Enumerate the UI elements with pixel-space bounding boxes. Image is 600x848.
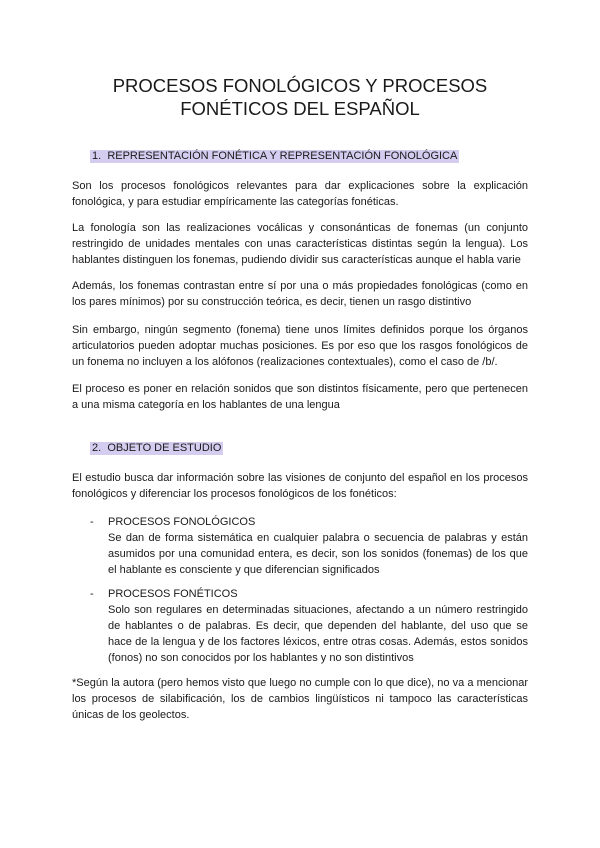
paragraph: Sin embargo, ningún segmento (fonema) tiene unos límites definidos porque los órganos articulatorios pueden adoptar muchas posiciones. Es por eso que los rasgos fonológicos de un fonema no incluyen a los alófonos (realizaciones contextuales), como el caso de /b/.: [72, 324, 528, 368]
section-2-intro: El estudio busca dar información sobre las visiones de conjunto del español en los procesos fonológicos y diferenciar los procesos fonológicos de los fonéticos:: [72, 472, 528, 500]
section-2-title: OBJETO DE ESTUDIO: [107, 442, 222, 454]
bullet-title: PROCESOS FONÉTICOS: [108, 588, 238, 600]
bullet-text: Solo son regulares en determinadas situaciones, afectando a un número restringido de hablantes o de palabras. Es decir, que dependen del hablante, del uso que se hace de la lengua y de los factores léxicos, entre otras cosas. Además, estos sonidos (fonos) no son conocidos por los hablantes y no son distintivos: [108, 604, 528, 664]
title-line-1: PROCESOS FONOLÓGICOS Y PROCESOS: [112, 75, 488, 96]
section-1-number: 1.: [92, 150, 102, 162]
paragraph: Son los procesos fonológicos relevantes para dar explicaciones sobre la explicación fonológica, y para estudiar empíricamente las categorías fonéticas.: [72, 180, 528, 208]
bullet-title: PROCESOS FONOLÓGICOS: [108, 516, 256, 528]
section-1-title: REPRESENTACIÓN FONÉTICA Y REPRESENTACIÓN FONOLÓGICA: [107, 150, 458, 162]
section-2-number: 2.: [92, 442, 102, 454]
bullet-dash: -: [90, 516, 94, 528]
bullet-dash: -: [90, 588, 94, 600]
section-1-heading: [90, 149, 459, 164]
bullet-text: Se dan de forma sistemática en cualquier palabra o secuencia de palabras y están asumidos por una comunidad entera, es decir, son los sonidos (fonemas) de los que el hablante es consciente y que diferencian significados: [108, 532, 528, 576]
page-title: [60, 74, 540, 120]
paragraph: El proceso es poner en relación sonidos que son distintos físicamente, pero que pertenecen a una misma categoría en los hablantes de una lengua: [72, 383, 528, 411]
title-line-2: FONÉTICOS DEL ESPAÑOL: [180, 98, 420, 119]
paragraph: Además, los fonemas contrastan entre sí por una o más propiedades fonológicas (como en los pares mínimos) por su construcción teórica, es decir, tienen un rasgo distintivo: [72, 280, 528, 308]
section-2-heading: [90, 441, 223, 456]
author-note: *Según la autora (pero hemos visto que luego no cumple con lo que dice), no va a mencionar los procesos de silabificación, los de cambios lingüísticos ni tampoco las características únicas de los geolectos.: [72, 677, 528, 721]
paragraph: La fonología son las realizaciones vocálicas y consonánticas de fonemas (un conjunto restringido de unidades mentales con unas características distintas según la lengua). Los hablantes distinguen los fonemas, pudiendo dividir sus características aunque el habla varie: [72, 222, 528, 266]
